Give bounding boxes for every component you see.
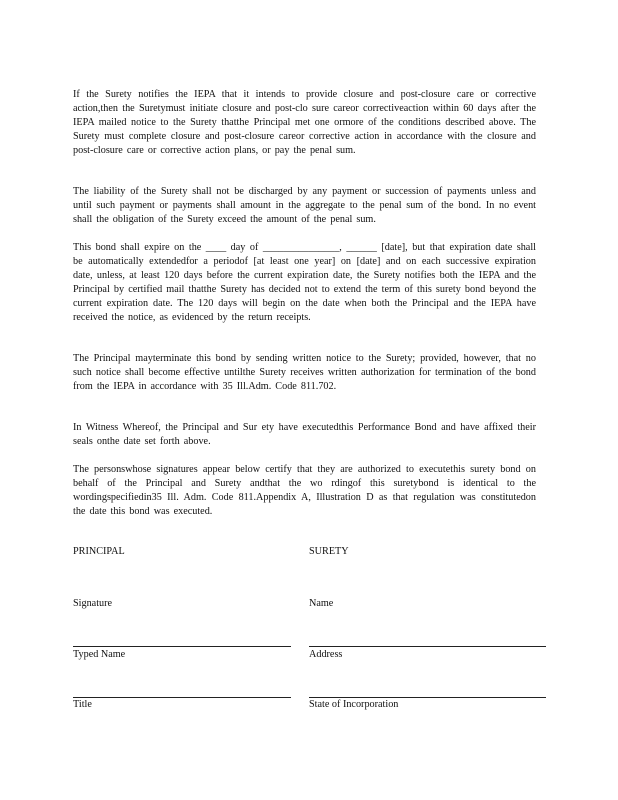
paragraph-in-witness: In Witness Whereof, the Principal and Sur ety have executedthis Performance Bond and have affixed their seals onthe date set forth above. [73,422,536,447]
signature-line [73,646,291,647]
address-label: Address [309,649,343,660]
name-label: Name [309,598,334,609]
paragraph-certification: The personswhose signatures appear below certify that they are authorized to executethis surety bond on behalf of the Principal and Surety andthat the wo rdingof this suretybond is identical to the wordingspecifiedin35 Ill. Adm. Code 811.Appendix A, Illustration D as that regulation was constitutedon the date this bond was executed. [73,464,536,517]
address-line [309,697,546,698]
title-label: Title [73,699,92,710]
signature-label: Signature [73,598,113,609]
name-line [309,646,546,647]
paragraph-surety-liability: The liability of the Surety shall not be discharged by any payment or succession of payments unless and until such payment or payments shall amount in the aggregate to the penal sum of the bond. In no event shall the obligation of the Surety exceed the amount of the penal sum. [73,186,536,225]
paragraph-termination: The Principal mayterminate this bond by sending written notice to the Surety; provided, however, that no such notice shall become effective untilthe Surety receives written authorization for termination of the bond from the IEPA in accordance with 35 Ill.Adm. Code 811.702. [73,353,536,392]
paragraph-closure-obligation: If the Surety notifies the IEPA that it intends to provide closure and post-closure care or corrective action,then the Suretymust initiate closure and post-clo sure careor correctiveaction within 60 days after the IEPA mailed notice to the Surety thatthe Principal met one ormore of the conditions described above. The Surety must complete closure and post-closure careor corrective action in accordance with the closure and post-closure care or corrective action plans, or pay the penal sum. [73,89,536,156]
typed-name-label: Typed Name [73,649,126,660]
paragraph-bond-expiration: This bond shall expire on the ____ day of _______________, ______ [date], but that expiration date shall be automatically extendedfor a periodof [at least one year] on [date] and on each successive expiration date, unless, at least 120 days before the current expiration date, the Surety notifies both the IEPA and the Principal by certified mail thatthe Surety has decided not to extend the term of this surety bond beyond the current expiration date. The 120 days will begin on the date when both the Principal and the IEPA have received the notice, as evidenced by the return receipts. [73,242,536,323]
state-of-incorporation-label: State of Incorporation [309,699,399,710]
surety-heading: SURETY [309,546,349,557]
typed-name-line [73,697,291,698]
principal-heading: PRINCIPAL [73,546,125,557]
